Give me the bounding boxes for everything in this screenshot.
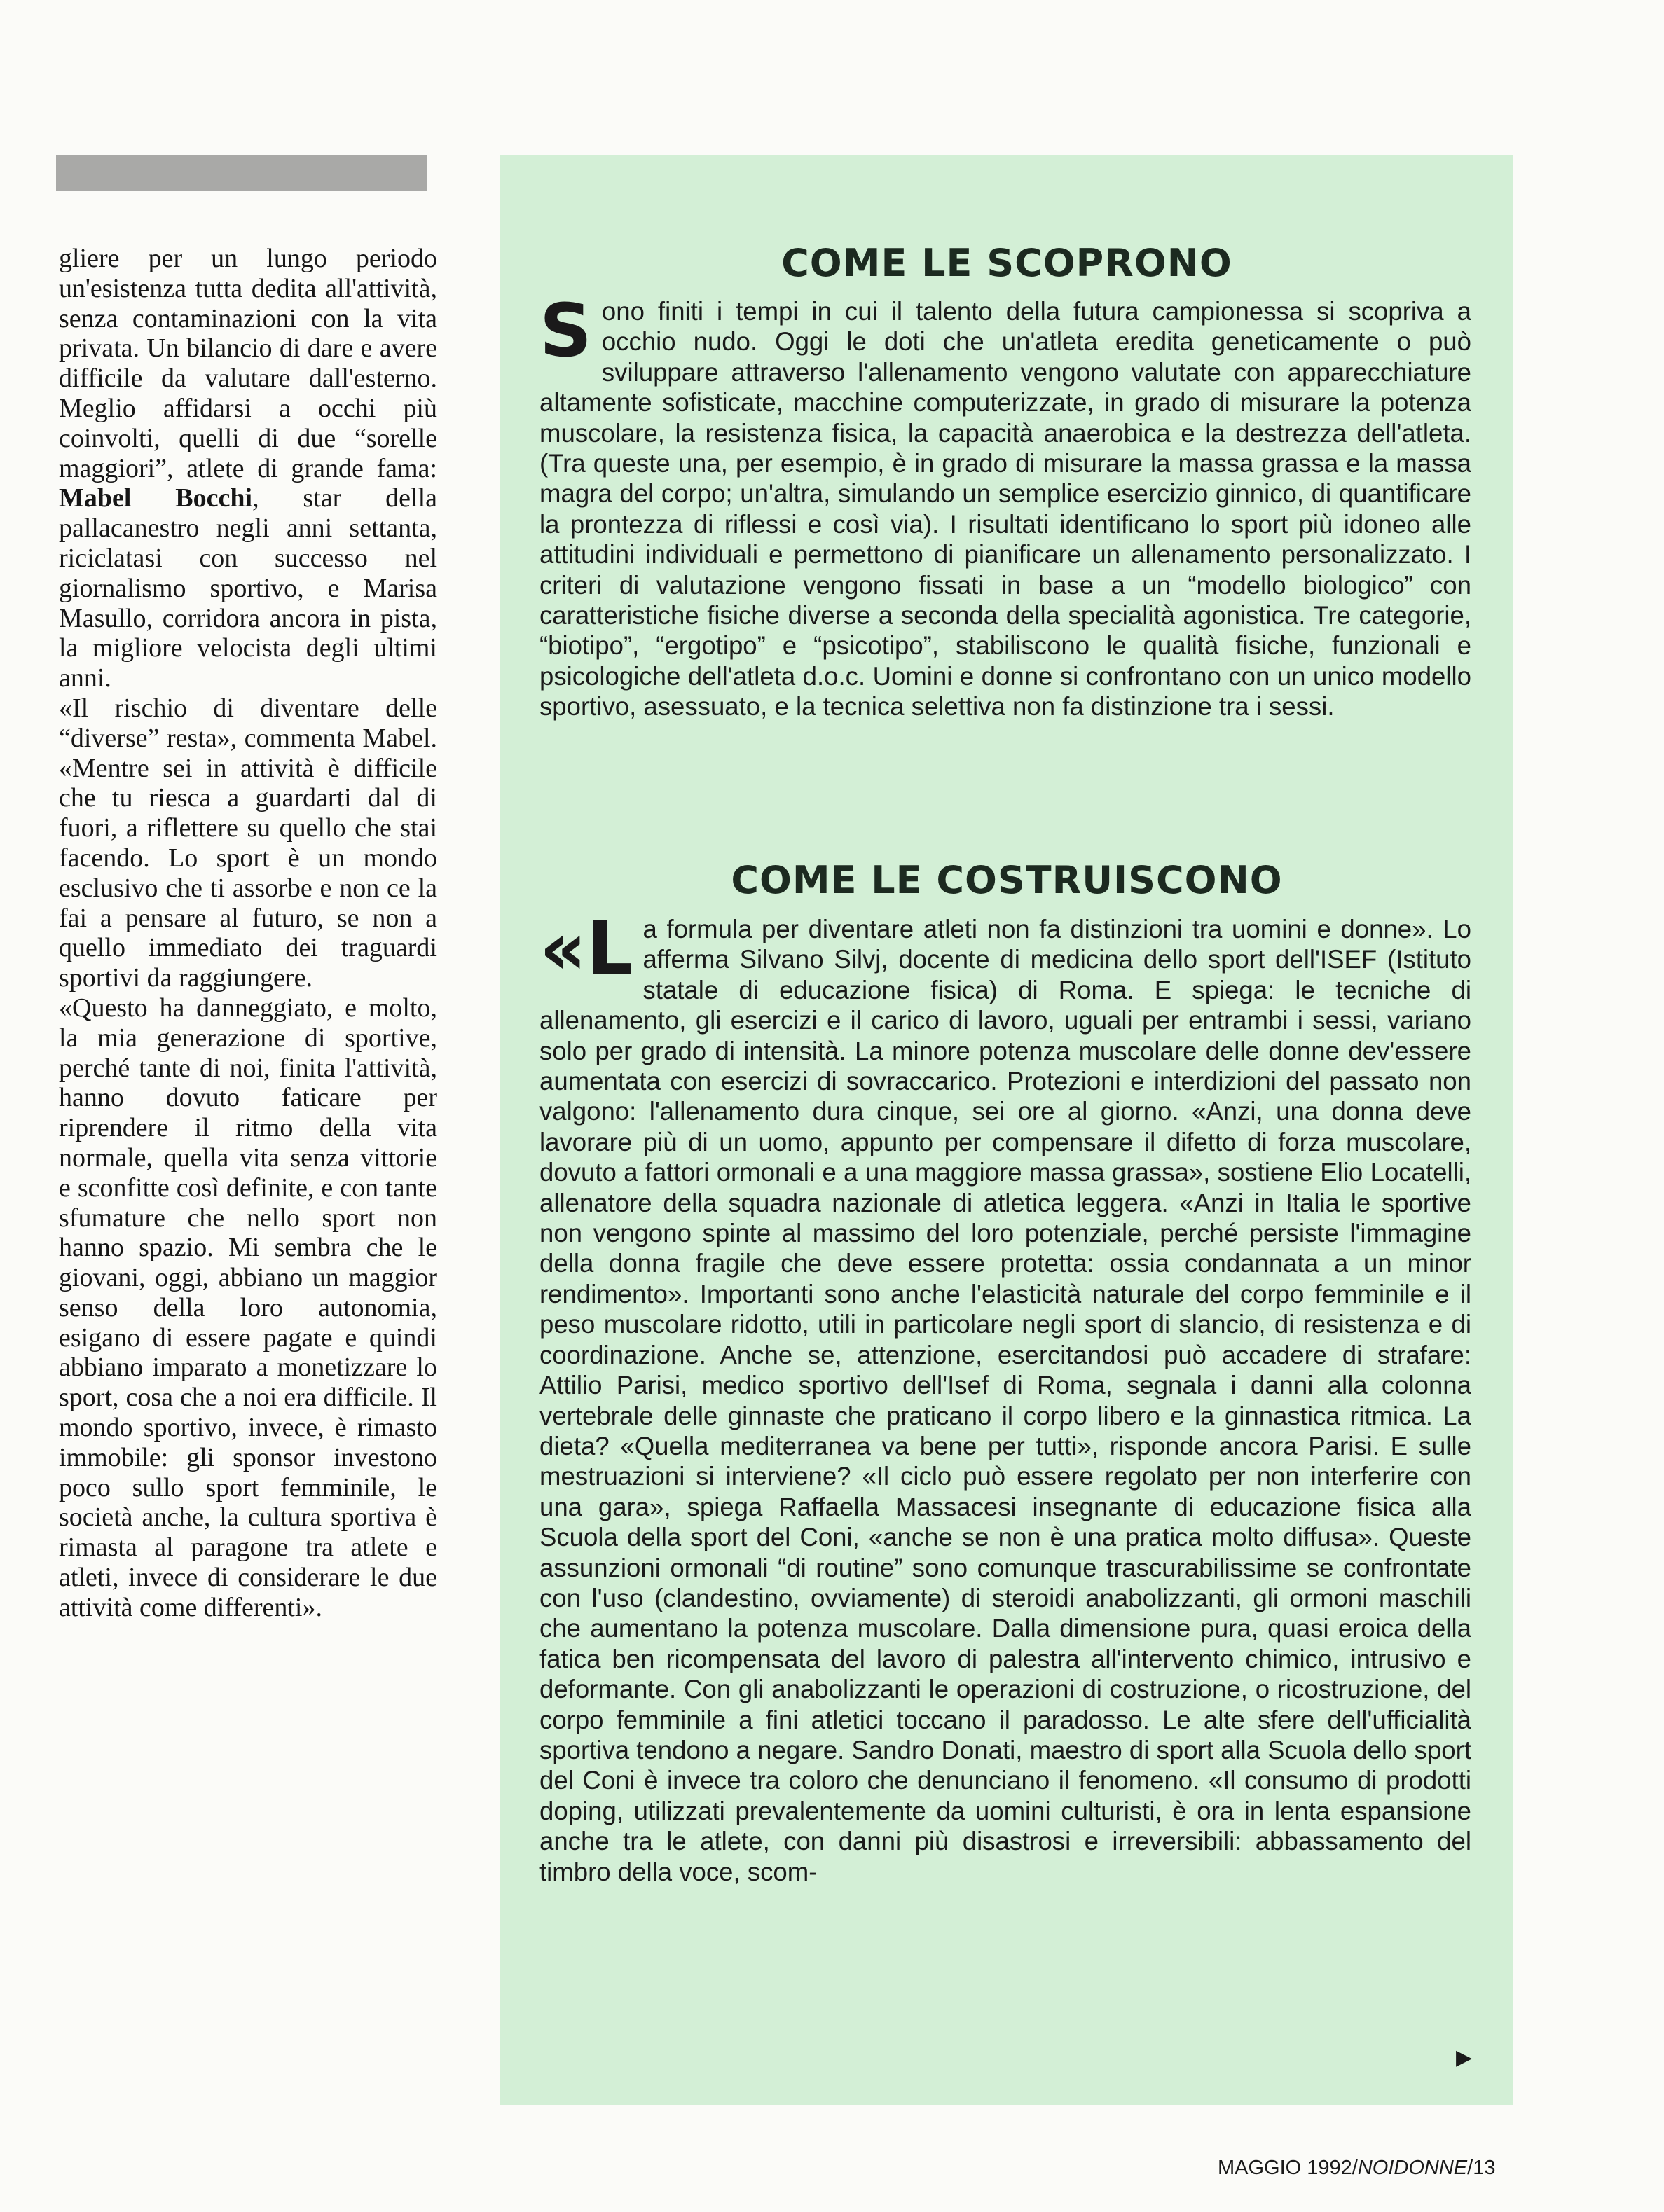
dropcap: S bbox=[539, 288, 592, 373]
heading-come-le-scoprono: COME LE SCOPRONO bbox=[781, 241, 1232, 285]
section-bar bbox=[56, 155, 427, 191]
page-number: /13 bbox=[1467, 2157, 1496, 2179]
dropcap: «L bbox=[539, 906, 633, 991]
magazine-name: NOIDONNE bbox=[1357, 2157, 1468, 2179]
section-scoprono-text: Sono finiti i tempi in cui il talento della futura campionessa si scopriva a occhio nudo. Oggi le doti che un'atleta eredita geneticamente o può sviluppare attraverso l'allenamento vengono valutate con apparecchiature altamente sofisticate, macchine computerizzate, in grado di misurare la potenza muscolare, la resistenza fisica, la capacità anaerobica e la destrezza dell'atleta. (Tra queste una, per esempio, è in grado di misurare la massa grassa e la massa magra del corpo; un'altra, simulando un semplice esercizio ginnico, di quantificare la prontezza di riflessi e così via). I risultati identificano lo sport più idoneo alle attitudini individuali e permettono di pianificare un allenamento personalizzato. I criteri di valutazione vengono fissati in base a un “modello biologico” con caratteristiche fisiche diverse a seconda della specialità agonistica. Tre categorie, “biotipo”, “ergotipo” e “psicotipo”, stabiliscono le qualità fisiche, funzionali e psicologiche dell'atleta d.o.c. Uomini e donne si confrontano con un unico modello sportivo, asessuato, e la tecnica selettiva non fa distinzione tra i sessi. bbox=[539, 288, 1471, 721]
left-column-text bbox=[59, 244, 437, 1623]
page-footer: MAGGIO 1992/NOIDONNE/13 bbox=[1218, 2157, 1496, 2179]
left-paragraph-3: «Questo ha danneggiato, e molto, la mia generazione di sportive, perché tante di noi, finita l'attività, hanno dovuto faticare per riprendere il ritmo della vita normale, quella vita senza vittorie e sconfitte così definite, e con tante sfumature che nello sport non hanno spazio. Mi sembra che le giovani, oggi, abbiano un maggior senso della loro autonomia, esigano di essere pagate e quindi abbiano imparato a monetizzare lo sport, cosa che a noi era difficile. Il mondo sportivo, invece, è rimasto immobile: gli sponsor investono poco sullo sport femminile, le società anche, la cultura sportiva è rimasta al paragone tra atlete e atleti, invece di considerare le due attività come differenti». bbox=[59, 993, 437, 1622]
left-paragraph-2: «Il rischio di diventare delle “diverse” resta», commenta Mabel. «Mentre sei in attività è difficile che tu riesca a guardarti dal di fuori, a riflettere su quello che stai facendo. Lo sport è un mondo esclusivo che ti assorbe e non ce la fai a pensare al futuro, se non a quello immediato dei traguardi sportivi da raggiungere. bbox=[59, 693, 437, 993]
section-costruiscono-text: «La formula per diventare atleti non fa distinzioni tra uomini e donne». Lo afferma Silvano Silvj, docente di medicina dello sport dell'ISEF (Istituto statale di educazione fisica) di Roma. E spiega: le tecniche di allenamento, gli esercizi e il carico di lavoro, uguali per entrambi i sessi, variano solo per grado di intensità. La minore potenza muscolare delle donne dev'essere aumentata con esercizi di sovraccarico. Protezioni e interdizioni del passato non valgono: l'allenamento dura cinque, sei ore al giorno. «Anzi, una donna deve lavorare più di un uomo, appunto per compensare il difetto di forza muscolare, dovuto a fattori ormonali e a una maggiore massa grassa», sostiene Elio Locatelli, allenatore della squadra nazionale di atletica leggera. «Anzi in Italia le sportive non vengono spinte al massimo del loro potenziale, perché persiste l'immagine della donna fragile che deve essere protetta: ossia condannata a un minor rendimento». Importanti sono anche l'elasticità naturale del corpo femminile e il peso muscolare ridotto, utili in particolare negli sport di slancio, di resistenza e di coordinazione. Anche se, attenzione, esercitandosi può accadere di strafare: Attilio Parisi, medico sportivo dell'Isef di Roma, segnala i danni alla colonna vertebrale delle ginnaste che praticano il corpo libero e la ginnastica ritmica. La dieta? «Quella mediterranea va bene per tutti», risponde ancora Parisi. E sulle mestruazioni si interviene? «Il ciclo può essere regolato per non interferire con una gara», spiega Raffaella Massacesi insegnante di educazione fisica alla Scuola della sport del Coni, «anche se non è una pratica molto diffusa». Queste assunzioni ormonali “di routine” sono comunque trascurabilissime se confrontate con l'uso (clandestino, ovviamente) di steroidi anabolizzanti, gli ormoni maschili che aumentano la potenza muscolare. Dalla dimensione pura, quasi eroica della fatica ben ricompensata del lavoro di palestra all'intervento chimico, intrusivo e deformante. Con gli anabolizzanti le operazioni di costruzione, o ricostruzione, del corpo femminile a fini atletici toccano il paradosso. Le alte sfere dell'ufficialità sportiva tendono a negare. Sandro Donati, maestro di sport alla Scuola dello sport del Coni è invece tra coloro che denunciano il fenomeno. «Il consumo di prodotti doping, utilizzati prevalentemente da uomini culturisti, è ora in lenta espansione anche tra le atlete, con danni più disastrosi e irreversibili: abbassamento del timbro della voce, scom- bbox=[539, 906, 1471, 1886]
left-paragraph-1: gliere per un lungo periodo un'esistenza tutta dedita all'attività, senza contaminazioni con la vita privata. Un bilancio di dare e avere difficile da valutare dall'esterno. Meglio affidarsi a occhi più coinvolti, quelli di due “sorelle maggiori”, atlete di grande fama: Mabel Bocchi, star della pallacanestro negli anni settanta, riciclatasi con successo nel giornalismo sportivo, e Marisa Masullo, corridora ancora in pista, la migliore velocista degli ultimi anni. bbox=[59, 244, 437, 693]
continue-arrow-icon: ▶ bbox=[1456, 2045, 1473, 2070]
heading-come-le-costruiscono: COME LE COSTRUISCONO bbox=[731, 858, 1283, 902]
athlete-name: Mabel Bocchi bbox=[59, 483, 253, 513]
